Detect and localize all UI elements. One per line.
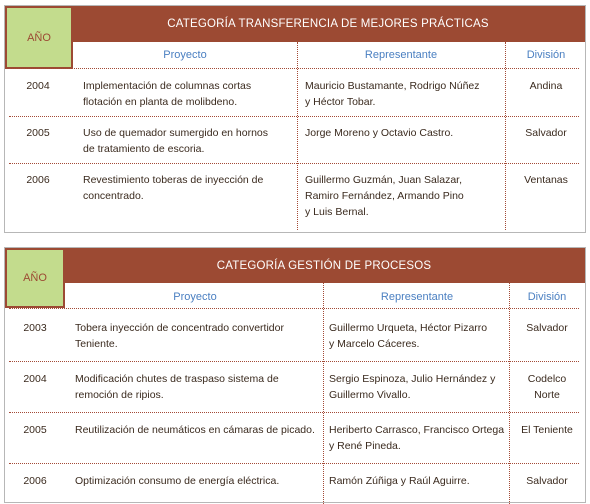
text-line: Teniente. — [75, 338, 118, 350]
representative-cell — [305, 172, 503, 220]
column-head-project: Proyecto — [173, 291, 217, 303]
row-divider — [9, 163, 579, 164]
row-divider — [9, 308, 579, 309]
table-gestion-procesos — [4, 247, 586, 503]
project-cell — [75, 320, 321, 352]
text-line: de tratamiento de escoria. — [83, 143, 205, 155]
column-head-representative: Representante — [364, 49, 438, 61]
text-line: Heriberto Carrasco, Francisco Ortega — [329, 424, 505, 436]
column-divider — [509, 283, 510, 504]
division-cell: Salvador — [525, 127, 567, 139]
division-cell — [511, 371, 583, 403]
text-line: Guillermo Vivallo. — [329, 389, 411, 401]
representative-cell — [305, 78, 503, 110]
project-cell — [83, 172, 295, 204]
row-divider — [9, 68, 579, 69]
text-line: y René Pineda. — [329, 440, 401, 452]
division-cell: El Teniente — [521, 424, 573, 436]
text-line: flotación en planta de molibdeno. — [83, 96, 238, 108]
column-head-project: Proyecto — [163, 49, 207, 61]
text-line: Guillermo Guzmán, Juan Salazar, — [305, 174, 462, 186]
year-cell: 2006 — [26, 174, 50, 186]
text-line: Norte — [534, 389, 560, 401]
representative-cell: Ramón Zúñiga y Raúl Aguirre. — [329, 475, 470, 487]
table-header-band — [5, 6, 585, 42]
division-cell: Andina — [529, 80, 563, 92]
text-line: Mauricio Bustamante, Rodrigo Núñez — [305, 80, 480, 92]
column-head-representative: Representante — [380, 291, 454, 303]
year-cell: 2006 — [23, 475, 47, 487]
text-line: y Héctor Tobar. — [305, 96, 376, 108]
year-header: AÑO — [5, 248, 65, 308]
year-header: AÑO — [5, 6, 73, 69]
text-line: Modificación chutes de traspaso sistema de — [75, 373, 279, 385]
text-line: y Luis Bernal. — [305, 206, 369, 218]
division-cell: Ventanas — [524, 174, 568, 186]
division-cell: Salvador — [526, 322, 568, 334]
text-line: Revestimiento toberas de inyección de — [83, 174, 264, 186]
table-title: CATEGORÍA GESTIÓN DE PROCESOS — [216, 259, 432, 272]
year-cell: 2005 — [26, 127, 50, 139]
text-line: Codelco — [527, 373, 567, 385]
row-divider — [9, 463, 579, 464]
text-line: y Marcelo Cáceres. — [329, 338, 420, 350]
project-cell — [83, 78, 295, 110]
table-header-band — [5, 248, 585, 283]
representative-cell — [329, 371, 507, 403]
text-line: concentrado. — [83, 190, 144, 202]
text-line: Implementación de columnas cortas — [83, 80, 252, 92]
column-head-division: División — [527, 291, 567, 303]
text-line: Tobera inyección de concentrado convertidor — [75, 322, 284, 334]
row-divider — [9, 116, 579, 117]
column-divider — [323, 283, 324, 504]
table-title: CATEGORÍA TRANSFERENCIA DE MEJORES PRÁCTICAS — [167, 18, 489, 30]
column-divider — [297, 42, 298, 230]
column-divider — [505, 42, 506, 230]
year-cell: 2003 — [23, 322, 47, 334]
year-cell: 2005 — [23, 424, 47, 436]
text-line: Guillermo Urqueta, Héctor Pizarro — [329, 322, 488, 334]
project-cell — [75, 371, 321, 403]
row-divider — [9, 361, 579, 362]
project-cell: Reutilización de neumáticos en cámaras de picado. — [75, 424, 315, 436]
project-cell — [83, 125, 295, 157]
division-cell: Salvador — [526, 475, 568, 487]
text-line: remoción de ripios. — [75, 389, 164, 401]
project-cell: Optimización consumo de energía eléctrica. — [75, 475, 280, 487]
table-mejores-practicas — [4, 5, 586, 233]
year-cell: 2004 — [26, 80, 50, 92]
representative-cell: Jorge Moreno y Octavio Castro. — [305, 127, 454, 139]
text-line: Uso de quemador sumergido en hornos — [83, 127, 269, 139]
text-line: Ramiro Fernández, Armando Pino — [305, 190, 464, 202]
representative-cell — [329, 320, 507, 352]
representative-cell — [329, 422, 507, 454]
text-line: Sergio Espinoza, Julio Hernández y — [329, 373, 496, 385]
column-head-division: División — [526, 49, 566, 61]
year-cell: 2004 — [23, 373, 47, 385]
row-divider — [9, 412, 579, 413]
